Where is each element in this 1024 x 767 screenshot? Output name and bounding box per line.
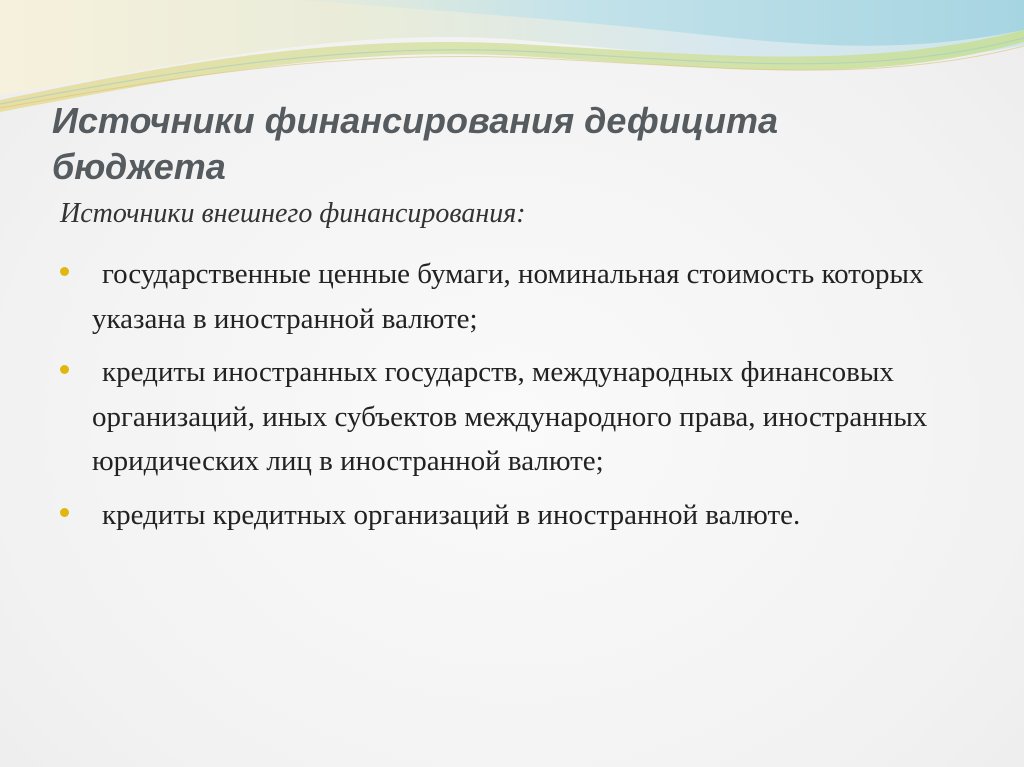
bullet-list	[60, 252, 930, 546]
bullet-text: государственные ценные бумаги, номинальная стоимость которых указана в иностранной валюте;	[92, 258, 924, 335]
bullet-text: кредиты иностранных государств, международных финансовых организаций, иных субъектов международного права, иностранных юридических лиц в иностранной валюте;	[92, 356, 928, 477]
bullet-text: кредиты кредитных организаций в иностранной валюте.	[102, 498, 801, 531]
list-item	[60, 350, 930, 484]
bullet-dot-icon	[60, 365, 69, 374]
slide-subtitle: Источники внешнего финансирования:	[60, 198, 526, 229]
list-item	[60, 493, 930, 538]
bullet-dot-icon	[60, 267, 69, 276]
bullet-dot-icon	[60, 508, 69, 517]
list-item	[60, 252, 930, 341]
slide-title: Источники финансирования дефицита бюджета	[52, 100, 779, 187]
